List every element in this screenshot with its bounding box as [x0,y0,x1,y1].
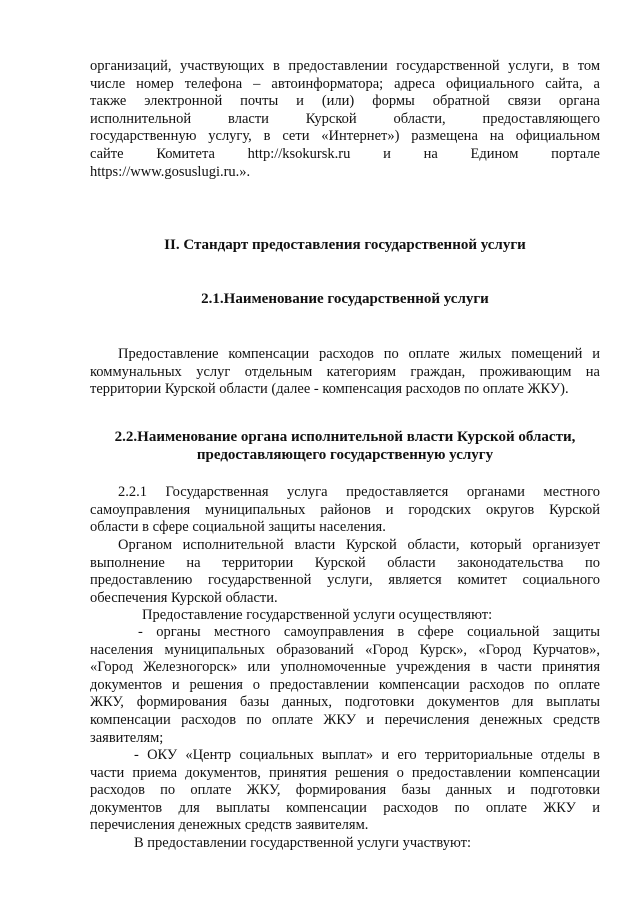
text-line: числе номер телефона – автоинформатора; адреса официального сайта, а [90,75,600,92]
text-line: https://www.gosuslugi.ru.». [90,163,251,180]
text-line: «Город Железногорск» или уполномоченные учреждения в части принятия [90,659,600,676]
text-line: Предоставление компенсации расходов по оплате жилых помещений и [118,346,600,362]
text-line: расходов по оплате ЖКУ, формирования базы данных и подготовки [90,782,600,799]
paragraph-2-2-1 [90,484,600,537]
subsection-2-1-paragraph [90,346,600,399]
text-line: 2.2.1 Государственная услуга предоставляется органами местного [118,484,600,500]
text-line: государственную услугу, в сети «Интернет») размещена на официальном [90,128,600,145]
text-line: также электронной почты и (или) формы обратной связи органа [90,93,600,110]
text-line: документов для выплаты компенсации расходов по оплате ЖКУ и [90,799,600,816]
text-line: области в сфере социальной защиты населения. [90,519,386,536]
text-line: - ОКУ «Центр социальных выплат» и его территориальные отделы в [134,747,600,763]
text-line: заявителям; [90,729,164,746]
text-line: обеспечения Курской области. [90,589,278,606]
text-line: документов и решения о предоставлении компенсации расходов по оплате [90,676,600,693]
title-line: 2.2.Наименование органа исполнительной власти Курской области, [114,429,576,445]
text-line: перечисления денежных средств заявителям. [90,817,369,834]
section-title: II. Стандарт предоставления государственной услуги [164,237,526,253]
paragraph-providers-intro [90,607,600,625]
text-line: В предоставлении государственной услуги участвуют: [134,835,471,851]
paragraph-participants-intro [90,835,600,853]
text-line: сайте Комитета http://ksokursk.ru и на Едином портале [90,145,600,162]
text-line: Органом исполнительной власти Курской области, который организует [118,537,600,553]
paragraph-executive-body [90,537,600,607]
title-line: предоставляющего государственную услугу [196,447,494,463]
text-line: компенсации расходов по оплате ЖКУ и перечисления денежных средств [90,711,600,728]
text-line: организаций, участвующих в предоставлении государственной услуги, в том [90,58,600,74]
subsection-2-2-title [90,428,600,464]
text-line: исполнительной власти Курской области, предоставляющего [90,110,600,127]
text-line: самоуправления муниципальных районов и городских округов Курской [90,501,600,518]
intro-paragraph [90,58,600,181]
text-line: выполнение на территории Курской области законодательства по [90,554,600,571]
text-line: части приема документов, принятия решения о предоставлении компенсации [90,764,600,781]
text-line: коммунальных услуг отдельным категориям граждан, проживающим на [90,363,600,380]
paragraph-local-authorities [90,624,600,747]
paragraph-payment-center [90,747,600,835]
text-line: населения муниципальных образований «Город Курск», «Город Курчатов», [90,641,600,658]
text-line: ЖКУ, формирования базы данных, подготовки документов для выплаты [90,694,600,711]
subsection-2-1-title: 2.1.Наименование государственной услуги [201,291,489,307]
text-line: - органы местного самоуправления в сфере социальной защиты [138,624,600,640]
text-line: предоставлению государственной услуги, является комитет социального [90,572,600,589]
text-line: Предоставление государственной услуги осуществляют: [142,607,493,623]
text-line: территории Курской области (далее - компенсация расходов по оплате ЖКУ). [90,381,569,398]
